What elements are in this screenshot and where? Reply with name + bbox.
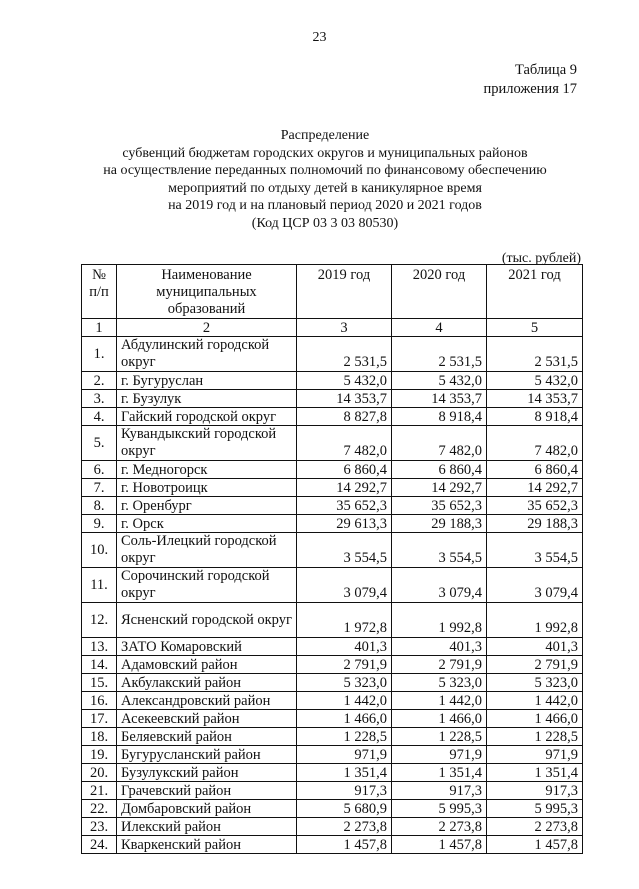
municipality-name: г. Новотроицк <box>117 479 297 497</box>
header-name: Наименование муниципальных образований <box>117 265 297 319</box>
municipality-name: г. Орск <box>117 515 297 533</box>
header-row <box>82 265 583 319</box>
municipality-name: Гайский городской округ <box>117 408 297 426</box>
value-2021: 6 860,4 <box>487 461 583 479</box>
header-num: № п/п <box>82 265 117 319</box>
table-body <box>82 337 583 854</box>
municipality-name: Бузулукский район <box>117 764 297 782</box>
table-row <box>82 426 583 461</box>
value-2021: 7 482,0 <box>487 426 583 461</box>
municipality-name: Грачевский район <box>117 782 297 800</box>
value-2019: 1 972,8 <box>297 603 392 638</box>
value-2019: 1 466,0 <box>297 710 392 728</box>
page-number: 23 <box>312 30 327 45</box>
municipality-name: ЗАТО Комаровский <box>117 638 297 656</box>
title-line: субвенций бюджетам городских округов и муниципальных районов <box>122 145 528 161</box>
value-2020: 5 432,0 <box>392 372 487 390</box>
row-number: 14. <box>82 656 117 674</box>
municipality-name: Домбаровский район <box>117 800 297 818</box>
value-2020: 35 652,3 <box>392 497 487 515</box>
table-row <box>82 818 583 836</box>
value-2021: 2 791,9 <box>487 656 583 674</box>
value-2021: 5 995,3 <box>487 800 583 818</box>
municipality-name: Адамовский район <box>117 656 297 674</box>
municipality-name: Беляевский район <box>117 728 297 746</box>
municipality-name: Абдулинский городской округ <box>117 337 297 372</box>
row-number: 18. <box>82 728 117 746</box>
table-row <box>82 390 583 408</box>
table-row <box>82 656 583 674</box>
value-2021: 2 273,8 <box>487 818 583 836</box>
municipality-name: г. Бузулук <box>117 390 297 408</box>
table-ref-line1: Таблица 9 <box>514 62 577 78</box>
value-2019: 29 613,3 <box>297 515 392 533</box>
value-2019: 35 652,3 <box>297 497 392 515</box>
table-row <box>82 764 583 782</box>
value-2020: 401,3 <box>392 638 487 656</box>
table-row <box>82 568 583 603</box>
value-2019: 14 353,7 <box>297 390 392 408</box>
row-number: 23. <box>82 818 117 836</box>
row-number: 13. <box>82 638 117 656</box>
table-row <box>82 710 583 728</box>
value-2021: 401,3 <box>487 638 583 656</box>
value-2019: 1 351,4 <box>297 764 392 782</box>
value-2020: 3 079,4 <box>392 568 487 603</box>
municipality-name: Акбулакский район <box>117 674 297 692</box>
value-2019: 3 554,5 <box>297 533 392 568</box>
row-number: 1. <box>82 337 117 372</box>
value-2019: 6 860,4 <box>297 461 392 479</box>
value-2021: 8 918,4 <box>487 408 583 426</box>
value-2021: 917,3 <box>487 782 583 800</box>
value-2020: 1 992,8 <box>392 603 487 638</box>
table-row <box>82 746 583 764</box>
value-2019: 2 531,5 <box>297 337 392 372</box>
title-line: (Код ЦСР 03 3 03 80530) <box>251 215 399 231</box>
table-row <box>82 497 583 515</box>
value-2020: 8 918,4 <box>392 408 487 426</box>
municipality-name: Бугурусланский район <box>117 746 297 764</box>
table-row <box>82 836 583 854</box>
row-number: 9. <box>82 515 117 533</box>
row-number: 5. <box>82 426 117 461</box>
table-row <box>82 638 583 656</box>
row-number: 12. <box>82 603 117 638</box>
table-row <box>82 782 583 800</box>
column-number: 5 <box>487 319 583 337</box>
row-number: 7. <box>82 479 117 497</box>
value-2021: 3 554,5 <box>487 533 583 568</box>
value-2019: 917,3 <box>297 782 392 800</box>
value-2020: 5 323,0 <box>392 674 487 692</box>
value-2020: 1 457,8 <box>392 836 487 854</box>
value-2021: 2 531,5 <box>487 337 583 372</box>
value-2020: 6 860,4 <box>392 461 487 479</box>
value-2019: 5 680,9 <box>297 800 392 818</box>
municipality-name: Александровский район <box>117 692 297 710</box>
table-reference <box>484 61 577 99</box>
value-2021: 1 466,0 <box>487 710 583 728</box>
value-2019: 14 292,7 <box>297 479 392 497</box>
municipality-name: Ясненский городской округ <box>117 603 297 638</box>
value-2020: 1 442,0 <box>392 692 487 710</box>
value-2019: 971,9 <box>297 746 392 764</box>
value-2020: 2 791,9 <box>392 656 487 674</box>
row-number: 3. <box>82 390 117 408</box>
row-number: 4. <box>82 408 117 426</box>
value-2019: 2 273,8 <box>297 818 392 836</box>
value-2019: 401,3 <box>297 638 392 656</box>
value-2019: 1 228,5 <box>297 728 392 746</box>
header-2021: 2021 год <box>487 265 583 319</box>
row-number: 8. <box>82 497 117 515</box>
municipality-name: Соль-Илецкий городской округ <box>117 533 297 568</box>
table-row <box>82 533 583 568</box>
value-2021: 29 188,3 <box>487 515 583 533</box>
table-row <box>82 728 583 746</box>
header-2019: 2019 год <box>297 265 392 319</box>
value-2020: 2 531,5 <box>392 337 487 372</box>
row-number: 15. <box>82 674 117 692</box>
value-2019: 2 791,9 <box>297 656 392 674</box>
column-number-row <box>82 319 583 337</box>
row-number: 10. <box>82 533 117 568</box>
municipality-name: Сорочинский городской округ <box>117 568 297 603</box>
table-row <box>82 515 583 533</box>
value-2020: 917,3 <box>392 782 487 800</box>
column-number: 4 <box>392 319 487 337</box>
value-2020: 29 188,3 <box>392 515 487 533</box>
row-number: 20. <box>82 764 117 782</box>
value-2021: 14 353,7 <box>487 390 583 408</box>
value-2020: 1 228,5 <box>392 728 487 746</box>
value-2020: 1 351,4 <box>392 764 487 782</box>
table-row <box>82 800 583 818</box>
document-title <box>40 127 610 232</box>
municipality-name: Асекеевский район <box>117 710 297 728</box>
row-number: 2. <box>82 372 117 390</box>
row-number: 17. <box>82 710 117 728</box>
value-2021: 5 323,0 <box>487 674 583 692</box>
title-line: на 2019 год и на плановый период 2020 и 2021 годов <box>168 198 482 213</box>
row-number: 22. <box>82 800 117 818</box>
column-number: 2 <box>117 319 297 337</box>
table-row <box>82 461 583 479</box>
value-2019: 3 079,4 <box>297 568 392 603</box>
value-2020: 2 273,8 <box>392 818 487 836</box>
value-2020: 5 995,3 <box>392 800 487 818</box>
table-row <box>82 408 583 426</box>
table-ref-line2: приложения 17 <box>483 81 577 97</box>
municipality-name: Кувандыкский городской округ <box>117 426 297 461</box>
value-2019: 1 442,0 <box>297 692 392 710</box>
value-2019: 8 827,8 <box>297 408 392 426</box>
value-2020: 14 292,7 <box>392 479 487 497</box>
row-number: 11. <box>82 568 117 603</box>
row-number: 19. <box>82 746 117 764</box>
subsidy-table <box>81 264 583 854</box>
value-2021: 5 432,0 <box>487 372 583 390</box>
value-2020: 3 554,5 <box>392 533 487 568</box>
value-2020: 14 353,7 <box>392 390 487 408</box>
row-number: 21. <box>82 782 117 800</box>
value-2021: 1 228,5 <box>487 728 583 746</box>
title-line: мероприятий по отдыху детей в каникулярное время <box>168 180 482 196</box>
title-line: на осуществление переданных полномочий по финансовому обеспечению <box>103 163 547 178</box>
municipality-name: г. Медногорск <box>117 461 297 479</box>
table-row <box>82 479 583 497</box>
table-row <box>82 692 583 710</box>
column-number: 3 <box>297 319 392 337</box>
value-2021: 1 457,8 <box>487 836 583 854</box>
title-line: Распределение <box>280 128 370 143</box>
value-2019: 7 482,0 <box>297 426 392 461</box>
value-2021: 1 442,0 <box>487 692 583 710</box>
table-row <box>82 337 583 372</box>
value-2020: 1 466,0 <box>392 710 487 728</box>
column-number: 1 <box>82 319 117 337</box>
value-2021: 1 992,8 <box>487 603 583 638</box>
row-number: 6. <box>82 461 117 479</box>
value-2021: 35 652,3 <box>487 497 583 515</box>
table-row <box>82 372 583 390</box>
table-row <box>82 603 583 638</box>
value-2019: 5 432,0 <box>297 372 392 390</box>
municipality-name: Кваркенский район <box>117 836 297 854</box>
row-number: 24. <box>82 836 117 854</box>
municipality-name: г. Бугуруслан <box>117 372 297 390</box>
row-number: 16. <box>82 692 117 710</box>
table-row <box>82 674 583 692</box>
value-2020: 971,9 <box>392 746 487 764</box>
units-label: (тыс. рублей) <box>501 251 581 266</box>
municipality-name: Илекский район <box>117 818 297 836</box>
value-2021: 1 351,4 <box>487 764 583 782</box>
value-2019: 1 457,8 <box>297 836 392 854</box>
value-2020: 7 482,0 <box>392 426 487 461</box>
value-2021: 971,9 <box>487 746 583 764</box>
value-2019: 5 323,0 <box>297 674 392 692</box>
municipality-name: г. Оренбург <box>117 497 297 515</box>
value-2021: 14 292,7 <box>487 479 583 497</box>
value-2021: 3 079,4 <box>487 568 583 603</box>
header-2020: 2020 год <box>392 265 487 319</box>
